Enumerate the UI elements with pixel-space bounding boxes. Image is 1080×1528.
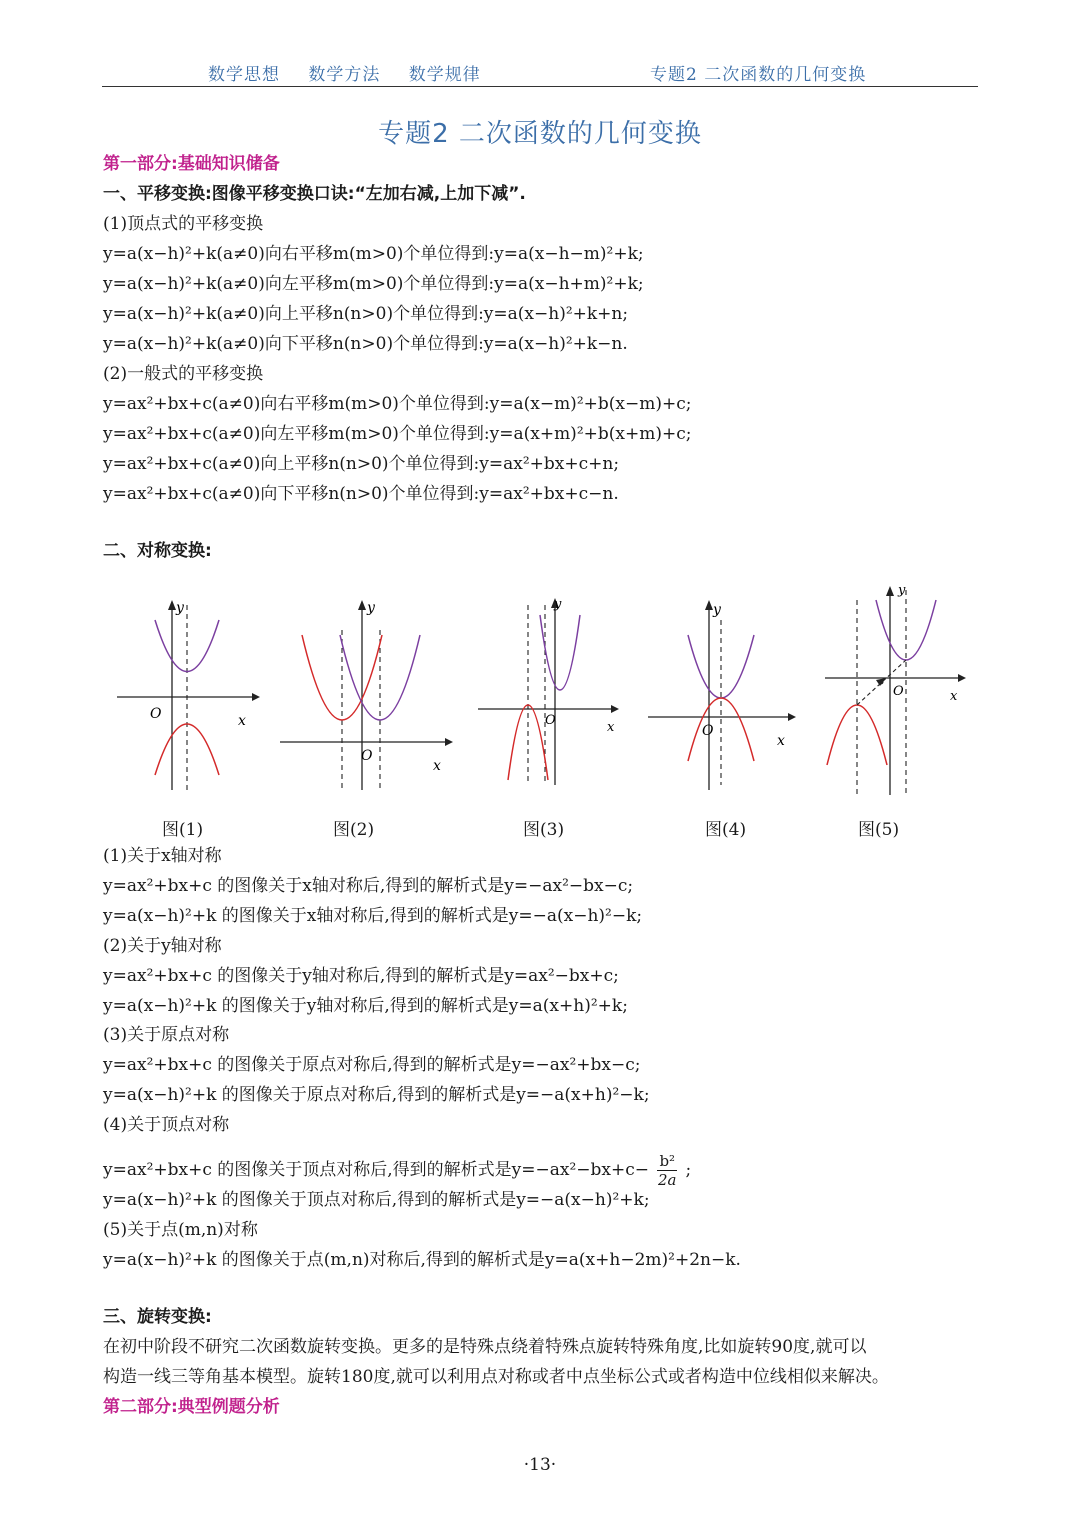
formula-line: y=a(x−h)²+k 的图像关于原点对称后,得到的解析式是y=−a(x+h)²−k;: [103, 1085, 650, 1105]
origin-label: O: [545, 713, 556, 728]
figure-3: [475, 590, 625, 800]
formula-line: y=ax²+bx+c(a≠0)向上平移n(n>0)个单位得到:y=ax²+bx+c+n;: [103, 454, 620, 474]
fraction: [657, 1152, 677, 1189]
fraction-numerator: b²: [659, 1152, 676, 1170]
sym-heading-5: (5)关于点(m,n)对称: [103, 1220, 258, 1240]
x-axis-arrow: [958, 674, 966, 682]
x-label: x: [433, 758, 441, 774]
fraction-denominator: 2a: [658, 1171, 677, 1189]
sec3-heading: 三、旋转变换:: [103, 1307, 212, 1327]
x-axis-arrow: [611, 705, 619, 713]
sec1-sub2-heading: (2)一般式的平移变换: [103, 364, 264, 384]
formula-line-fraction: y=ax²+bx+c 的图像关于顶点对称后,得到的解析式是y=−ax²−bx+c− $\frac{\text{b²}}{2a}$ ;: [103, 1152, 692, 1189]
sec3-paragraph-line: 构造一线三等角基本模型。旋转180度,就可以利用点对称或者中点坐标公式或者构造中位线相似来解决。: [103, 1367, 889, 1387]
y-label: y: [367, 600, 375, 616]
origin-label: O: [361, 748, 373, 764]
x-label: x: [777, 733, 785, 749]
y-axis-arrow: [168, 600, 176, 610]
formula-line: y=ax²+bx+c 的图像关于x轴对称后,得到的解析式是y=−ax²−bx−c;: [103, 876, 634, 896]
part2-heading: 第二部分:典型例题分析: [103, 1397, 280, 1417]
formula-line: y=ax²+bx+c(a≠0)向下平移n(n>0)个单位得到:y=ax²+bx+c−n.: [103, 484, 619, 504]
figure-2: [275, 590, 455, 800]
x-label: x: [607, 720, 615, 735]
formula-line: y=a(x−h)²+k 的图像关于顶点对称后,得到的解析式是y=−a(x−h)²+k;: [103, 1190, 650, 1210]
sec3-paragraph-line: 在初中阶段不研究二次函数旋转变换。更多的是特殊点绕着特殊点旋转特殊角度,比如旋转90度,就可以: [103, 1337, 867, 1357]
formula-line: y=a(x−h)²+k(a≠0)向右平移m(m>0)个单位得到:y=a(x−h−m)²+k;: [103, 244, 644, 264]
sym-heading-1: (1)关于x轴对称: [103, 846, 222, 866]
page-number: ·13·: [523, 1455, 557, 1475]
figure-5: [820, 580, 970, 800]
origin-label: O: [893, 684, 904, 699]
center-point: [879, 680, 884, 685]
figure-caption: 图(5): [858, 820, 900, 840]
formula-line: y=ax²+bx+c(a≠0)向右平移m(m>0)个单位得到:y=a(x−m)²+b(x−m)+c;: [103, 394, 692, 414]
formula-line: y=a(x−h)²+k(a≠0)向下平移n(n>0)个单位得到:y=a(x−h)²+k−n.: [103, 334, 628, 354]
header-left: 数学思想 数学方法 数学规律: [208, 65, 481, 85]
formula-line: y=ax²+bx+c(a≠0)向左平移m(m>0)个单位得到:y=a(x+m)²+b(x+m)+c;: [103, 424, 692, 444]
y-axis-arrow: [886, 586, 894, 596]
x-axis-arrow: [788, 713, 796, 721]
y-label: y: [176, 600, 184, 616]
formula-line: y=a(x−h)²+k(a≠0)向左平移m(m>0)个单位得到:y=a(x−h+m)²+k;: [103, 274, 644, 294]
sec1-sub1-heading: (1)顶点式的平移变换: [103, 214, 264, 234]
x-axis-arrow: [445, 738, 453, 746]
part1-heading: 第一部分:基础知识储备: [103, 154, 280, 174]
sym-heading-3: (3)关于原点对称: [103, 1025, 230, 1045]
formula-line: y=ax²+bx+c 的图像关于原点对称后,得到的解析式是y=−ax²+bx−c;: [103, 1055, 641, 1075]
header-right: 专题2 二次函数的几何变换: [650, 65, 867, 85]
formula-line: y=a(x−h)²+k 的图像关于y轴对称后,得到的解析式是y=a(x+h)²+k;: [103, 996, 628, 1016]
formula-line: y=a(x−h)²+k(a≠0)向上平移n(n>0)个单位得到:y=a(x−h)²+k+n;: [103, 304, 629, 324]
sym-heading-4: (4)关于顶点对称: [103, 1115, 230, 1135]
x-axis-arrow: [252, 693, 260, 701]
y-label: y: [898, 583, 906, 598]
sym-heading-2: (2)关于y轴对称: [103, 936, 222, 956]
x-label: x: [238, 713, 246, 729]
origin-label: O: [702, 723, 714, 739]
x-label: x: [950, 689, 958, 704]
y-label: y: [713, 602, 721, 618]
figure-caption: 图(4): [705, 820, 747, 840]
origin-label: O: [150, 706, 162, 722]
figure-caption: 图(3): [523, 820, 565, 840]
figure-1: [112, 590, 262, 800]
y-axis-arrow: [358, 600, 366, 610]
formula-line: y=a(x−h)²+k 的图像关于x轴对称后,得到的解析式是y=−a(x−h)²−k;: [103, 906, 643, 926]
sec1-heading: 一、平移变换:图像平移变换口诀:“左加右减,上加下减”.: [103, 184, 526, 204]
parabola-original: [540, 615, 580, 690]
running-header: [102, 58, 978, 87]
formula-line: y=ax²+bx+c 的图像关于y轴对称后,得到的解析式是y=ax²−bx+c;: [103, 966, 619, 986]
figure-caption: 图(1): [162, 820, 204, 840]
figure-4: [645, 590, 805, 800]
figure-caption: 图(2): [333, 820, 375, 840]
y-label: y: [554, 597, 562, 612]
y-axis-arrow: [705, 600, 713, 610]
sec2-heading: 二、对称变换:: [103, 541, 212, 561]
page-title: 专题2 二次函数的几何变换: [378, 119, 702, 149]
formula-line: y=a(x−h)²+k 的图像关于点(m,n)对称后,得到的解析式是y=a(x+h−2m)²+2n−k.: [103, 1250, 741, 1270]
